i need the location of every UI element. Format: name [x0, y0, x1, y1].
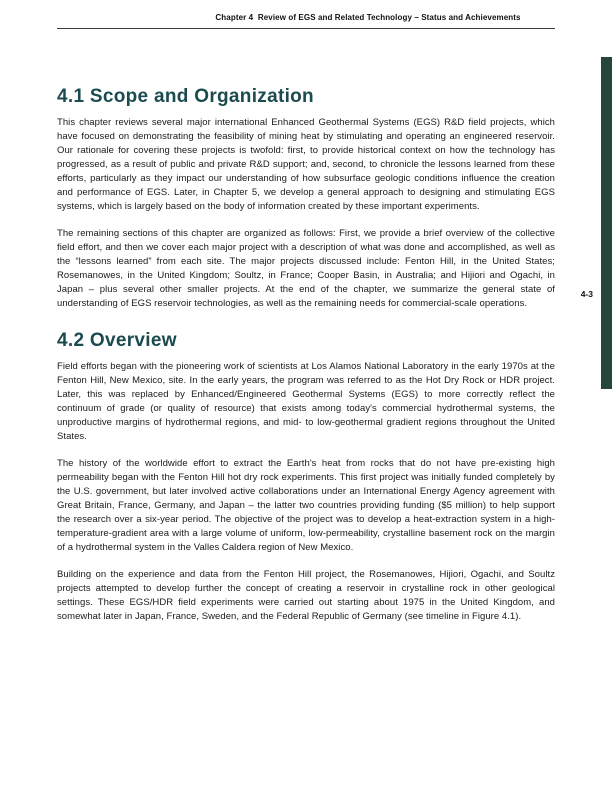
page-number: 4-3: [580, 289, 593, 299]
paragraph: The remaining sections of this chapter are organized as follows: First, we provide a brief overview of the collective field effort, and then we cover each major project with a description of what was done and accomplished, as well as the “lessons learned” from each site. The major projects discussed include: Fenton Hill, in the United States; Rosemanowes, in the United Kingdom; Soultz, in France; Cooper Basin, in Australia; and Hijiori and Ogachi, in Japan – plus several other smaller projects. At the end of the chapter, we summarize the general state of understanding of EGS reservoir technologies, as well as the remaining needs for commercial-scale operations.: [57, 228, 555, 309]
paragraph: The history of the worldwide effort to extract the Earth's heat from rocks that do not have pre-existing high permeability began with the Fenton Hill hot dry rock experiments. This first project was initially funded completely by the U.S. government, but later involved active collaborations under an International Energy Agency agreement with Great Britain, France, Germany, and Japan – the latter two countries providing funding ($5 million) to help support the research over a six-year period. The objective of the project was to develop a heat-extraction system in a high-temperature-gradient area with a large volume of uniform, low-permeability, crystalline basement rock on the margin of a hydrothermal system in the Valles Caldera region of New Mexico.: [57, 458, 555, 553]
paragraph: Building on the experience and data from the Fenton Hill project, the Rosemanowes, Hijiori, Ogachi, and Soultz projects attempted to develop further the concept of creating a reservoir in crystalline rock in other geological settings. These EGS/HDR field experiments were carried out starting about 1975 in the United Kingdom, and somewhat later in Japan, France, Sweden, and the Federal Republic of Germany (see timeline in Figure 4.1).: [57, 569, 555, 622]
section-overview: [57, 329, 555, 624]
section-scope-and-organization: [57, 85, 555, 311]
section-heading-4-2: 4.2 Overview: [57, 330, 177, 351]
running-header: [150, 13, 586, 22]
paragraph: This chapter reviews several major international Enhanced Geothermal Systems (EGS) R&D field projects, which have focused on demonstrating the feasibility of mining heat by stimulating and operating an engineered reservoir. Our rationale for covering these projects is twofold: first, to provide historical context on how the technology has progressed, as a result of public and private R&D support; and, second, to chronicle the lessons learned from these efforts, particularly as they impact our understanding of how subsurface geologic conditions influence the creation and performance of EGS. Later, in Chapter 5, we develop a general approach to designing and stimulating EGS systems, which is largely based on the body of information created by these important experiments.: [57, 117, 555, 212]
running-header-text: Chapter 4 Review of EGS and Related Technology – Status and Achievements: [215, 13, 521, 22]
chapter-tab-bar: [601, 57, 612, 389]
paragraph: Field efforts began with the pioneering work of scientists at Los Alamos National Laboratory in the early 1970s at the Fenton Hill, New Mexico, site. In the early years, the program was referred to as the Hot Dry Rock or HDR project. Later, this was replaced by Enhanced/Engineered Geothermal Systems (EGS) to more correctly reflect the continuum of grade (or quality of resource) that exists among today's commercial hydrothermal systems, the unproductive margins of hydrothermal regions, and mid- to low-geothermal gradient regions throughout the United States.: [57, 361, 555, 442]
header-rule: [57, 28, 555, 29]
section-heading-4-1: 4.1 Scope and Organization: [57, 86, 314, 107]
page-content: [57, 85, 555, 637]
